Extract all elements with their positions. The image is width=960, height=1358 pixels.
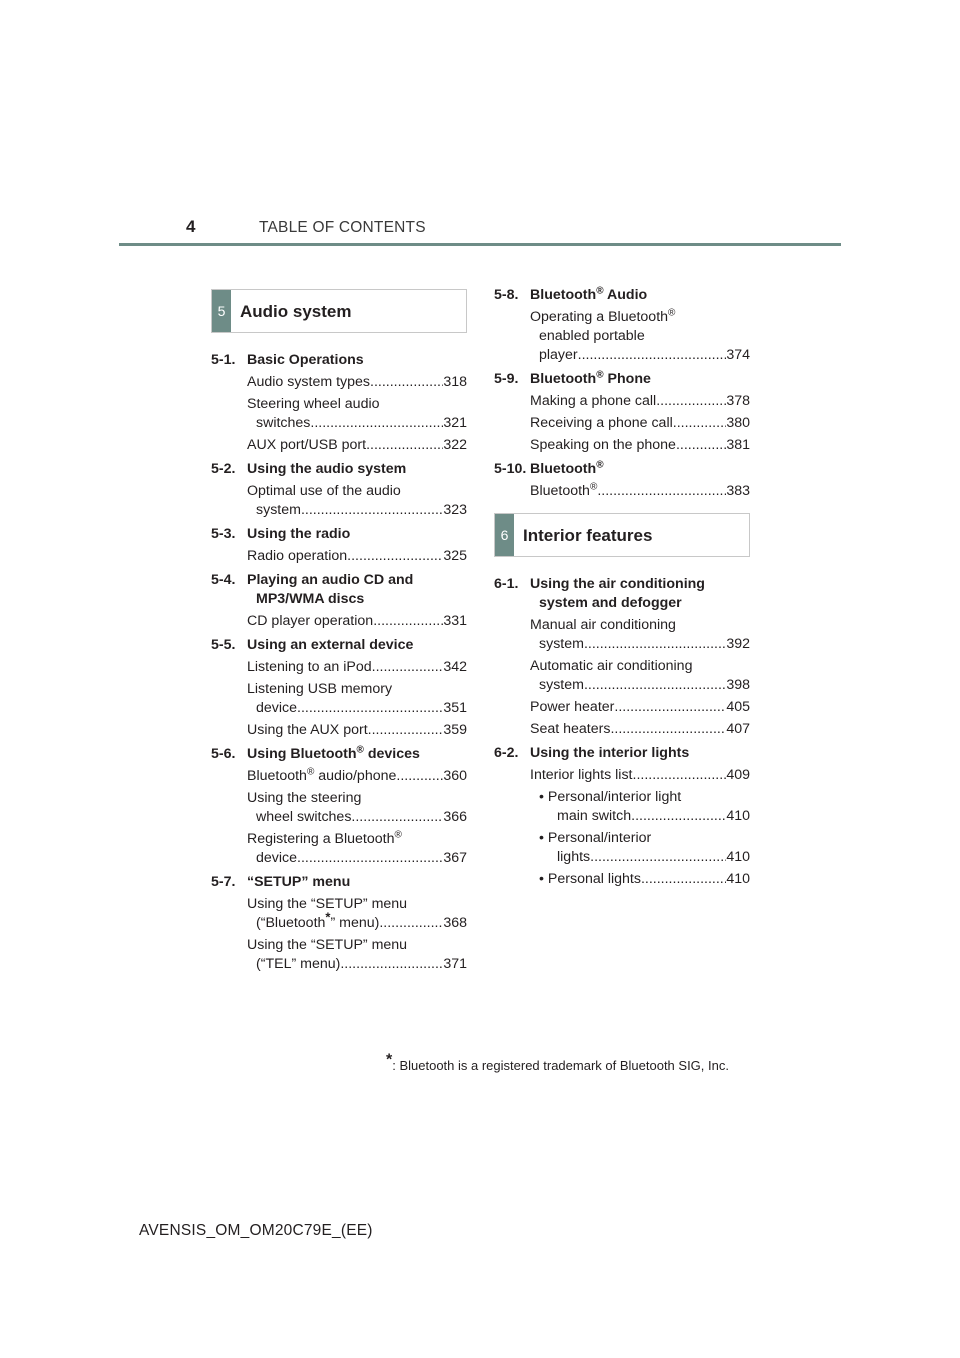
entry-title: • Personal lights (539, 871, 641, 887)
section-6-number: 6 (495, 514, 514, 556)
header-title: TABLE OF CONTENTS (259, 219, 426, 236)
toc-group-5-5[interactable] (211, 636, 467, 655)
toc-group-5-7[interactable] (211, 873, 467, 892)
entry-page: 331 (443, 613, 467, 629)
entry-title-cont: device (256, 700, 298, 716)
group-number: 5-6. (211, 746, 236, 762)
leader-dots (641, 870, 726, 889)
group-title: Using Bluetooth® devices (247, 744, 420, 762)
entry-page: 322 (443, 437, 467, 453)
leader-dots (590, 848, 726, 867)
entry-page: 342 (443, 659, 467, 675)
group-number: 5-4. (211, 572, 236, 588)
group-number: 5-1. (211, 352, 236, 368)
toc-entry-bullet[interactable] (494, 829, 750, 867)
section-5-title: Audio system (240, 301, 352, 321)
trademark-footnote (386, 1051, 729, 1073)
leader-dots (584, 676, 726, 695)
entry-title: AUX port/USB port (247, 437, 367, 453)
leader-dots (673, 414, 727, 433)
entry-title: Manual air conditioning (530, 617, 676, 633)
toc-entry[interactable] (211, 767, 467, 786)
toc-entry[interactable] (211, 436, 467, 455)
entry-page: 367 (443, 850, 467, 866)
leader-dots (372, 658, 444, 677)
leader-dots (597, 482, 726, 501)
toc-group-5-3[interactable] (211, 525, 467, 544)
group-title: “SETUP” menu (247, 874, 351, 890)
entry-page: 359 (443, 722, 467, 738)
group-title: Bluetooth® Phone (530, 369, 651, 387)
toc-entry[interactable] (211, 680, 467, 718)
entry-title-cont: system (539, 677, 584, 693)
entry-page: 392 (726, 636, 750, 652)
toc-entry[interactable] (494, 392, 750, 411)
group-number: 5-8. (494, 287, 519, 303)
leader-dots (368, 721, 444, 740)
toc-entry[interactable] (494, 766, 750, 785)
entry-page: 325 (443, 548, 467, 564)
toc-entry[interactable] (494, 657, 750, 695)
toc-entry[interactable] (211, 658, 467, 677)
entry-title: Optimal use of the audio (247, 483, 401, 499)
leader-dots (340, 955, 443, 974)
group-number: 5-2. (211, 461, 236, 477)
entry-title-cont: enabled portable (539, 328, 645, 344)
entry-title: Automatic air conditioning (530, 658, 693, 674)
toc-group-5-2[interactable] (211, 460, 467, 479)
group-number: 5-7. (211, 874, 236, 890)
leader-dots (656, 392, 726, 411)
toc-group-6-2[interactable] (494, 744, 750, 763)
entry-page: 360 (443, 768, 467, 784)
toc-group-5-8[interactable] (494, 286, 750, 305)
entry-title: Bluetooth® audio/phone (247, 766, 397, 784)
leader-dots (370, 373, 443, 392)
entry-title-cont: (“Bluetooth*” menu) (256, 909, 380, 931)
toc-group-5-4[interactable] (211, 571, 467, 609)
entry-title-cont: (“TEL” menu) (256, 956, 341, 972)
leader-dots (297, 849, 443, 868)
entry-title-cont: system (539, 636, 584, 652)
entry-title: Using the “SETUP” menu (247, 896, 408, 912)
entry-page: 323 (443, 502, 467, 518)
entry-page: 407 (726, 721, 750, 737)
entry-title: • Personal/interior light (539, 789, 682, 805)
section-5-number: 5 (212, 290, 231, 332)
toc-entry[interactable] (211, 830, 467, 868)
entry-title: Listening USB memory (247, 681, 393, 697)
toc-entry[interactable] (211, 612, 467, 631)
leader-dots (297, 699, 443, 718)
toc-entry[interactable] (211, 936, 467, 974)
toc-entry[interactable] (211, 482, 467, 520)
toc-group-6-1[interactable] (494, 575, 750, 613)
entry-title: Making a phone call (530, 393, 657, 409)
entry-page: 410 (726, 871, 750, 887)
leader-dots (633, 766, 727, 785)
entry-title: Seat heaters (530, 721, 611, 737)
toc-entry[interactable] (494, 308, 750, 365)
asterisk-mark: * (325, 909, 331, 925)
group-number: 6-1. (494, 576, 519, 592)
entry-title: Using the AUX port (247, 722, 368, 738)
entry-page: 409 (726, 767, 750, 783)
entry-page: 380 (726, 415, 750, 431)
toc-group-5-6[interactable] (211, 745, 467, 764)
entry-title-cont: switches (256, 415, 311, 431)
entry-title: • Personal/interior (539, 830, 652, 846)
entry-title: Steering wheel audio (247, 396, 380, 412)
leader-dots (578, 346, 727, 365)
entry-title: Using the “SETUP” menu (247, 937, 408, 953)
group-title: Using an external device (247, 637, 414, 653)
entry-page: 383 (726, 483, 750, 499)
group-number: 5-10. (494, 461, 527, 477)
toc-entry[interactable] (494, 698, 750, 717)
toc-entry[interactable] (211, 373, 467, 392)
group-title: Using the radio (247, 526, 351, 542)
toc-entry[interactable] (211, 895, 467, 933)
entry-page: 398 (726, 677, 750, 693)
entry-page: 378 (726, 393, 750, 409)
entry-page: 374 (726, 347, 750, 363)
entry-title-cont: main switch (557, 808, 632, 824)
entry-page: 405 (726, 699, 750, 715)
entry-title: Listening to an iPod (247, 659, 372, 675)
leader-dots (584, 635, 726, 654)
entry-page: 351 (443, 700, 467, 716)
entry-title-cont: device (256, 850, 298, 866)
group-title: Bluetooth® Audio (530, 285, 648, 303)
asterisk-mark: * (386, 1051, 393, 1069)
entry-title: Audio system types (247, 374, 371, 390)
entry-page: 366 (443, 809, 467, 825)
footnote-text: : Bluetooth is a registered trademark of Bluetooth SIG, Inc. (392, 1058, 729, 1073)
group-number: 5-9. (494, 371, 519, 387)
entry-page: 371 (443, 956, 467, 972)
toc-group-5-1[interactable] (211, 351, 467, 370)
entry-title: Receiving a phone call (530, 415, 673, 431)
group-title: Using the air conditioning system and defogger (530, 576, 705, 611)
leader-dots (396, 767, 443, 786)
entry-title: CD player operation (247, 613, 374, 629)
toc-entry[interactable] (211, 395, 467, 433)
toc-entry[interactable] (494, 616, 750, 654)
leader-dots (379, 914, 443, 933)
leader-dots (347, 547, 443, 566)
group-number: 6-2. (494, 745, 519, 761)
entry-title: Power heater (530, 699, 615, 715)
toc-entry[interactable] (494, 414, 750, 433)
toc-entry-bullet[interactable] (494, 788, 750, 826)
entry-page: 318 (443, 374, 467, 390)
group-title: Using the interior lights (530, 745, 690, 761)
toc-entry[interactable] (494, 436, 750, 455)
group-title: Using the audio system (247, 461, 407, 477)
leader-dots (676, 436, 726, 455)
toc-group-5-9[interactable] (494, 370, 750, 389)
group-title: Playing an audio CD and MP3/WMA discs (247, 572, 414, 607)
leader-dots (366, 436, 443, 455)
entry-title-cont: player (539, 347, 578, 363)
leader-dots (351, 808, 443, 827)
toc-entry[interactable] (494, 482, 750, 501)
toc-entry[interactable] (211, 721, 467, 740)
entry-title: Bluetooth® (530, 481, 598, 499)
entry-title-cont: lights (557, 849, 591, 865)
section-6-box[interactable] (494, 513, 750, 557)
page-number: 4 (186, 217, 196, 236)
leader-dots (310, 414, 443, 433)
entry-title: Registering a Bluetooth® (247, 829, 402, 847)
group-title: Basic Operations (247, 352, 364, 368)
entry-page: 410 (726, 808, 750, 824)
toc-group-5-10[interactable] (494, 460, 750, 479)
section-5-box[interactable] (211, 289, 467, 333)
group-number: 5-3. (211, 526, 236, 542)
group-number: 5-5. (211, 637, 236, 653)
entry-title: Interior lights list (530, 767, 633, 783)
toc-entry[interactable] (211, 547, 467, 566)
registered-mark: ® (356, 744, 364, 756)
entry-title-cont: wheel switches (256, 809, 352, 825)
entry-page: 368 (443, 915, 467, 931)
toc-entry-bullet[interactable] (494, 870, 750, 889)
leader-dots (373, 612, 443, 631)
document-code: AVENSIS_OM_OM20C79E_(EE) (139, 1222, 373, 1239)
leader-dots (614, 698, 726, 717)
section-6-title: Interior features (523, 525, 653, 545)
entry-page: 410 (726, 849, 750, 865)
leader-dots (610, 720, 726, 739)
toc-entry[interactable] (211, 789, 467, 827)
entry-title: Radio operation (247, 548, 348, 564)
left-column (211, 289, 467, 974)
entry-page: 381 (726, 437, 750, 453)
leader-dots (301, 501, 443, 520)
header-rule (119, 243, 841, 246)
entry-title-cont: system (256, 502, 301, 518)
entry-title: Operating a Bluetooth® (530, 307, 676, 325)
leader-dots (631, 807, 726, 826)
toc-entry[interactable] (494, 720, 750, 739)
group-title: Bluetooth® (530, 459, 604, 477)
entry-title: Speaking on the phone (530, 437, 676, 453)
entry-page: 321 (443, 415, 467, 431)
right-column (494, 286, 750, 889)
entry-title: Using the steering (247, 790, 362, 806)
